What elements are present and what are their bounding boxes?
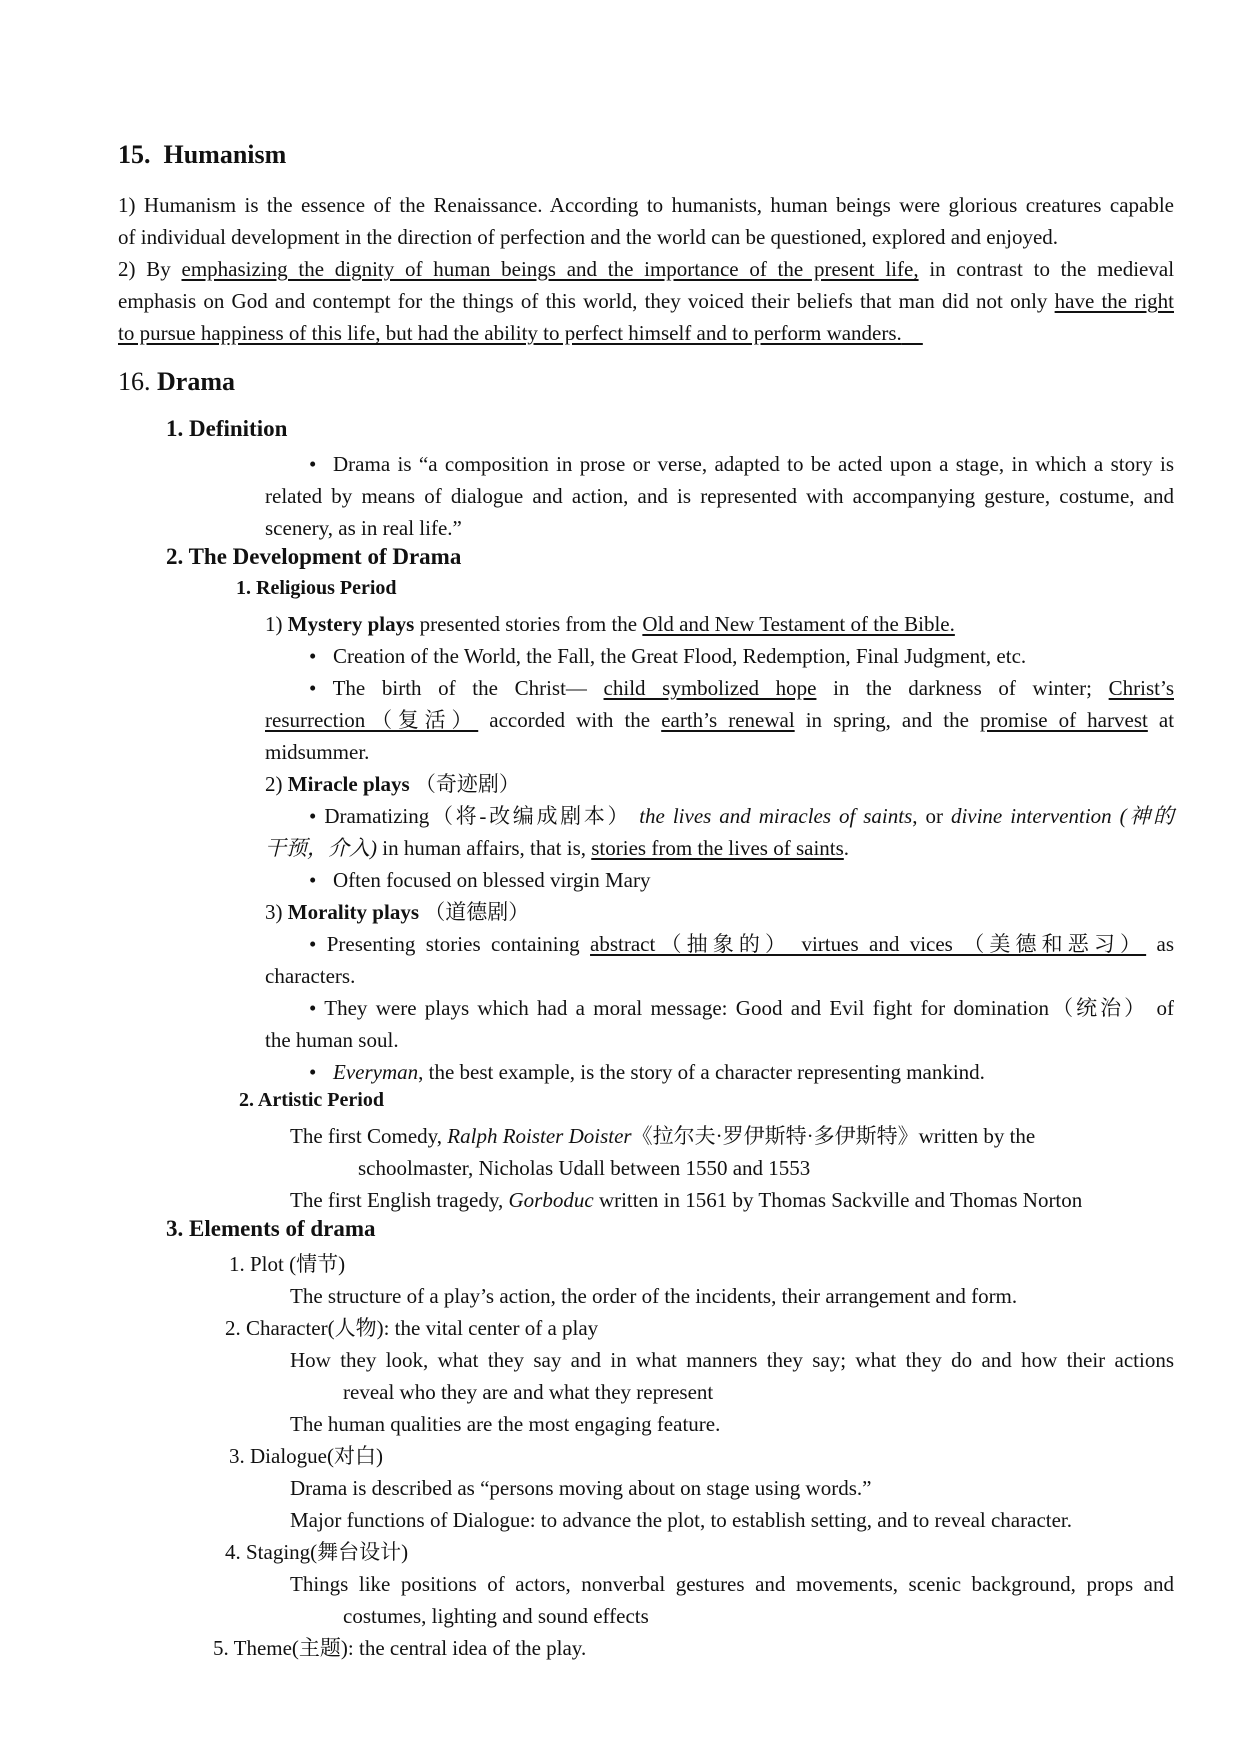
bullet: • bbox=[309, 676, 317, 700]
text-span: They were plays which had a moral message: Good and Evil fight for domination（统治） of bbox=[324, 996, 1175, 1020]
text-span: Creation of the World, the Fall, the Great Flood, Redemption, Final Judgment, etc. bbox=[333, 644, 1027, 668]
bullet: • bbox=[309, 996, 317, 1020]
section-title: Humanism bbox=[163, 140, 287, 169]
morality-plays-line bbox=[265, 896, 529, 928]
section-title: Drama bbox=[157, 367, 235, 396]
text-span: Dramatizing（将-改编成剧本） bbox=[324, 804, 632, 828]
underlined-text: Old and New Testament of the Bible. bbox=[642, 612, 955, 636]
italic-text: divine intervention (神的 bbox=[950, 804, 1175, 828]
artistic-period-heading: 2. Artistic Period bbox=[239, 1089, 384, 1111]
element-character-line-2: reveal who they are and what they represent bbox=[343, 1380, 714, 1404]
bullet: • bbox=[309, 452, 317, 476]
text-span: The first English tragedy, bbox=[290, 1188, 504, 1212]
element-dialogue-label: 3. Dialogue(对白) bbox=[229, 1444, 383, 1468]
element-plot-label: 1. Plot (情节) bbox=[229, 1252, 346, 1276]
text-span: 2) By bbox=[118, 257, 171, 281]
text-span: The first Comedy, bbox=[290, 1124, 443, 1148]
text-span: written in 1561 by Thomas Sackville and Thomas Norton bbox=[598, 1188, 1083, 1212]
miracle-bullet-1-line-2 bbox=[265, 832, 849, 864]
element-staging-line-1 bbox=[290, 1568, 1174, 1600]
bullet: • bbox=[309, 932, 317, 956]
bullet: • bbox=[309, 868, 317, 892]
humanism-paragraph-2-line-3 bbox=[118, 317, 923, 349]
humanism-paragraph-1-line-2 bbox=[118, 221, 1058, 253]
text-span: How they look, what they say and in what manners they say; what they do and how their actions bbox=[290, 1348, 1174, 1372]
element-plot-line-1: The structure of a play’s action, the order of the incidents, their arrangement and form. bbox=[290, 1284, 1018, 1308]
miracle-bullet-2 bbox=[309, 864, 650, 896]
text-span: the human soul. bbox=[265, 1028, 399, 1052]
miracle-plays-line bbox=[265, 768, 520, 800]
text-span: Presenting stories containing bbox=[326, 932, 580, 956]
definition-line-2 bbox=[265, 480, 1174, 512]
underline-tail bbox=[902, 321, 923, 345]
section-number: 15. bbox=[118, 140, 151, 169]
text-span: . bbox=[843, 836, 850, 860]
text-span: , or bbox=[912, 804, 943, 828]
underlined-text: promise of harvest bbox=[979, 708, 1148, 732]
bullet: • bbox=[309, 1060, 317, 1084]
text-span: The birth of the Christ— bbox=[332, 676, 587, 700]
development-heading: 2. The Development of Drama bbox=[166, 544, 462, 569]
text-span: characters. bbox=[265, 964, 356, 988]
morality-bullet-2-line-1 bbox=[309, 992, 1174, 1024]
text-span: schoolmaster, Nicholas Udall between 1550 and 1553 bbox=[358, 1156, 811, 1180]
underlined-text: Christ’s bbox=[1108, 676, 1174, 700]
italic-text: Everyman bbox=[333, 1060, 419, 1084]
element-staging-label: 4. Staging(舞台设计) bbox=[225, 1540, 409, 1564]
artistic-line-1 bbox=[290, 1120, 1035, 1152]
artistic-line-3 bbox=[290, 1184, 1082, 1216]
element-character-line-3: The human qualities are the most engaging feature. bbox=[290, 1412, 721, 1436]
underlined-text: resurrection（复活） bbox=[265, 708, 479, 732]
humanism-paragraph-2-line-1 bbox=[118, 253, 1174, 285]
text-span: （奇迹剧） bbox=[414, 772, 520, 796]
text-span: Things like positions of actors, nonverbal gestures and movements, scenic background, props and bbox=[290, 1572, 1174, 1596]
bullet: • bbox=[309, 644, 317, 668]
item-number: 3) bbox=[265, 900, 283, 924]
definition-line-1 bbox=[265, 448, 1174, 480]
text-span: emphasis on God and contempt for the things of this world, they voiced their beliefs that man did not only bbox=[118, 289, 1048, 313]
artistic-line-2 bbox=[358, 1152, 810, 1184]
text-span: of individual development in the direction of perfection and the world can be questioned, explored and enjoyed. bbox=[118, 225, 1059, 249]
text-span: in spring, and the bbox=[805, 708, 969, 732]
mystery-plays-line bbox=[265, 608, 955, 640]
italic-text: Ralph Roister Doister bbox=[447, 1124, 632, 1148]
morality-plays-label: Morality plays bbox=[287, 900, 419, 924]
text-span: presented stories from the bbox=[419, 612, 638, 636]
text-span: as bbox=[1156, 932, 1175, 956]
text-span: in contrast to the medieval bbox=[929, 257, 1175, 281]
religious-period-heading: 1. Religious Period bbox=[236, 577, 397, 599]
underlined-text: stories from the lives of saints bbox=[591, 836, 844, 860]
text-span: , the best example, is the story of a character representing mankind. bbox=[418, 1060, 985, 1084]
morality-bullet-2-line-2 bbox=[265, 1024, 399, 1056]
mystery-bullet-2-line-1 bbox=[309, 672, 1174, 704]
element-dialogue-line-1: Drama is described as “persons moving about on stage using words.” bbox=[290, 1476, 872, 1500]
miracle-bullet-1-line-1 bbox=[309, 800, 1174, 832]
text-span: scenery, as in real life.” bbox=[265, 516, 462, 540]
mystery-plays-label: Mystery plays bbox=[287, 612, 415, 636]
morality-bullet-1-line-1 bbox=[309, 928, 1174, 960]
definition-heading: 1. Definition bbox=[166, 416, 288, 441]
italic-text: Gorboduc bbox=[508, 1188, 594, 1212]
italic-text: the lives and miracles of saints bbox=[639, 804, 913, 828]
text-span: related by means of dialogue and action, and is represented with accompanying gesture, costume, and bbox=[265, 484, 1174, 508]
underlined-text: emphasizing the dignity of human beings and the importance of the present life, bbox=[181, 257, 919, 281]
text-span: at bbox=[1158, 708, 1175, 732]
definition-line-3 bbox=[265, 512, 462, 544]
section-16-heading bbox=[118, 367, 235, 397]
text-span: Often focused on blessed virgin Mary bbox=[333, 868, 651, 892]
italic-text: 干预，介入) bbox=[265, 836, 377, 860]
humanism-paragraph-1-line-1 bbox=[118, 189, 1174, 221]
underlined-text: to pursue happiness of this life, but had the ability to perfect himself and to perform wanders. bbox=[118, 321, 902, 345]
bullet: • bbox=[309, 804, 317, 828]
miracle-plays-label: Miracle plays bbox=[287, 772, 410, 796]
element-theme-label: 5. Theme(主题): the central idea of the play. bbox=[213, 1636, 587, 1660]
element-staging-line-2: costumes, lighting and sound effects bbox=[343, 1604, 649, 1628]
underlined-text: child symbolized hope bbox=[603, 676, 817, 700]
underlined-text: have the right bbox=[1054, 289, 1174, 313]
text-span: （道德剧） bbox=[424, 900, 530, 924]
morality-bullet-3 bbox=[309, 1056, 985, 1088]
text-span: in human affairs, that is, bbox=[382, 836, 586, 860]
element-character-label: 2. Character(人物): the vital center of a play bbox=[225, 1316, 599, 1340]
section-number: 16. bbox=[118, 367, 151, 396]
section-15-heading bbox=[118, 140, 286, 170]
item-number: 2) bbox=[265, 772, 283, 796]
text-span: 《拉尔夫·罗伊斯特·多伊斯特》written by the bbox=[631, 1124, 1036, 1148]
text-span: 1) Humanism is the essence of the Renaissance. According to humanists, human beings were glorious creatures capable bbox=[118, 193, 1174, 217]
text-span: midsummer. bbox=[265, 740, 370, 764]
elements-heading: 3. Elements of drama bbox=[166, 1216, 376, 1241]
item-number: 1) bbox=[265, 612, 283, 636]
text-span: accorded with the bbox=[489, 708, 651, 732]
underlined-text: earth’s renewal bbox=[661, 708, 795, 732]
humanism-paragraph-2-line-2 bbox=[118, 285, 1174, 317]
text-span: in the darkness of winter; bbox=[833, 676, 1093, 700]
morality-bullet-1-line-2 bbox=[265, 960, 355, 992]
element-dialogue-line-2: Major functions of Dialogue: to advance the plot, to establish setting, and to reveal character. bbox=[290, 1508, 1073, 1532]
underlined-text: abstract（抽象的） virtues and vices （美德和恶习） bbox=[590, 932, 1147, 956]
mystery-bullet-1 bbox=[309, 640, 1026, 672]
mystery-bullet-2-line-3 bbox=[265, 736, 369, 768]
element-character-line-1 bbox=[290, 1344, 1174, 1376]
mystery-bullet-2-line-2 bbox=[265, 704, 1174, 736]
text-span: Drama is “a composition in prose or verse, adapted to be acted upon a stage, in which a story is bbox=[333, 452, 1174, 476]
